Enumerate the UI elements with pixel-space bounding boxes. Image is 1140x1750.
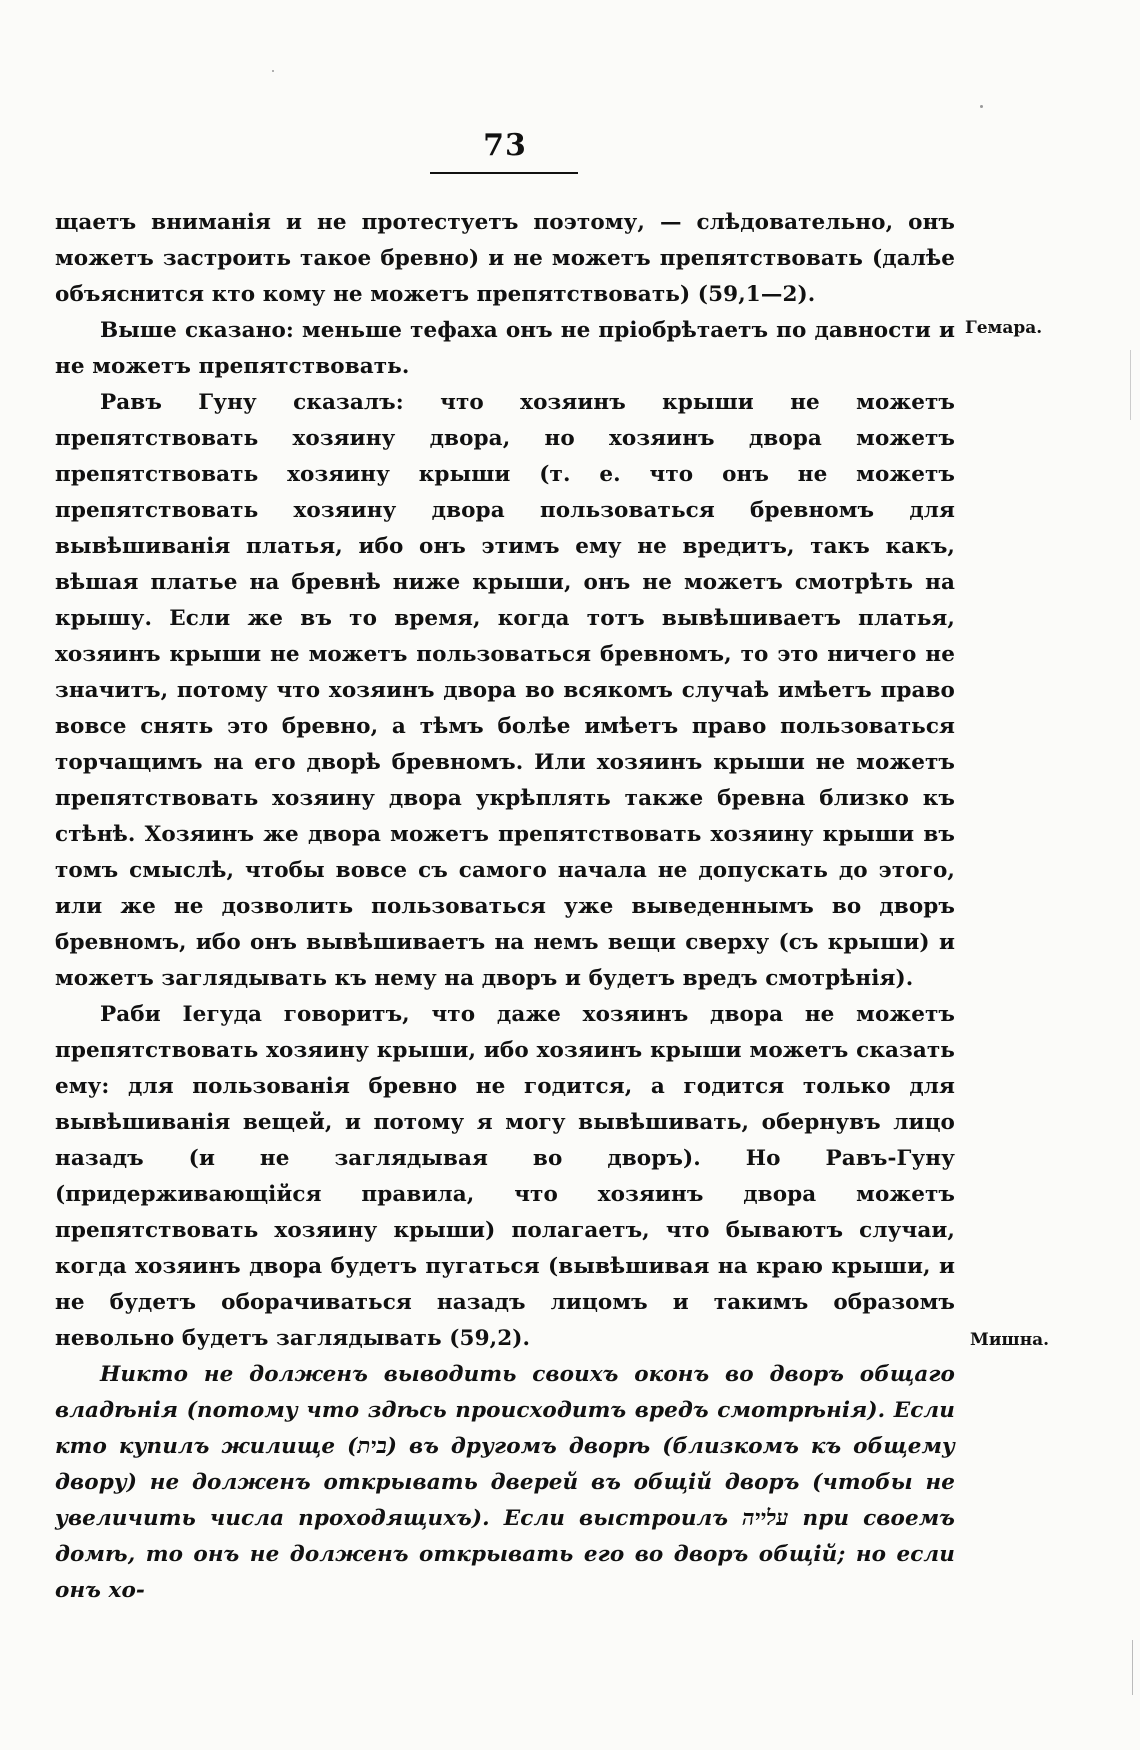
paragraph-mishna: Никто не долженъ выводить своихъ оконъ во дворъ общаго владѣнія (потому что здѣсь происходитъ вредъ смотрѣнія). Если кто купилъ жилище (בית) въ другомъ дворѣ (близкомъ къ общему двору) не долженъ открывать дверей въ общій дворъ (чтобы не увеличить числа проходящихъ). Если выстроилъ עלייה при своемъ домѣ, то онъ не долженъ открывать его во дворъ общій; но если онъ хо- <box>55 1362 955 1603</box>
body-text <box>55 205 955 1609</box>
scan-speck <box>272 70 274 72</box>
page-number-rule <box>430 172 578 174</box>
page-number: 73 <box>483 128 527 163</box>
scan-edge-line <box>1130 350 1131 420</box>
paragraph-continuation: щаетъ вниманія и не протестуетъ поэтому, — слѣдовательно, онъ можетъ застроить такое бревно) и не можетъ препятствовать (далѣе объяснится кто кому не можетъ препятствовать) (59,1—2). <box>55 210 955 307</box>
margin-note-mishna: Мишна. <box>970 1330 1050 1350</box>
paragraph-rav-gunu: Равъ Гуну сказалъ: что хозяинъ крыши не можетъ препятствовать хозяину двора, но хозяинъ двора можетъ препятствовать хозяину крыши (т. е. что онъ не можетъ препятствовать хозяину двора пользоваться бревномъ для вывѣшиванія платья, ибо онъ этимъ ему не вредитъ, такъ какъ, вѣшая платье на бревнѣ ниже крыши, онъ не можетъ смотрѣть на крышу. Если же въ то время, когда тотъ вывѣшиваетъ платья, хозяинъ крыши не можетъ пользоваться бревномъ, то это ничего не значитъ, потому что хозяинъ двора во всякомъ случаѣ имѣетъ право вовсе снять это бревно, а тѣмъ болѣе имѣетъ право пользоваться торчащимъ на его дворѣ бревномъ. Или хозяинъ крыши не можетъ препятствовать хозяину двора укрѣплять также бревна близко къ стѣнѣ. Хозяинъ же двора можетъ препятствовать хозяину крыши въ томъ смыслѣ, чтобы вовсе съ самого начала не допускать до этого, или же не дозволить пользоваться уже выведеннымъ во дворъ бревномъ, ибо онъ вывѣшиваетъ на немъ вещи сверху (съ крыши) и можетъ заглядывать къ нему на дворъ и будетъ вредъ смотрѣнія). <box>55 390 955 991</box>
paragraph-rabi-iegudah: Раби Іегуда говоритъ, что даже хозяинъ двора не можетъ препятствовать хозяину крыши, ибо хозяинъ крыши можетъ сказать ему: для пользованія бревно не годится, а годится только для вывѣшиванія вещей, и потому я могу вывѣшивать, обернувъ лицо назадъ (и не заглядывая во дворъ). Но Равъ-Гуну (придерживающійся правила, что хозяинъ двора можетъ препятствовать хозяину крыши) полагаетъ, что бываютъ случаи, когда хозяинъ двора будетъ пугаться (вывѣшивая на краю крыши, и не будетъ оборачиваться назадъ лицомъ и такимъ образомъ невольно будетъ заглядывать (59,2). <box>55 1002 955 1351</box>
scan-edge-line <box>1132 1640 1133 1695</box>
paragraph-gemara-intro: Выше сказано: меньше тефаха онъ не пріобрѣтаетъ по давности и не можетъ препятствовать. <box>55 318 955 379</box>
margin-note-gemara: Гемара. <box>965 318 1043 338</box>
scan-speck <box>980 105 983 108</box>
